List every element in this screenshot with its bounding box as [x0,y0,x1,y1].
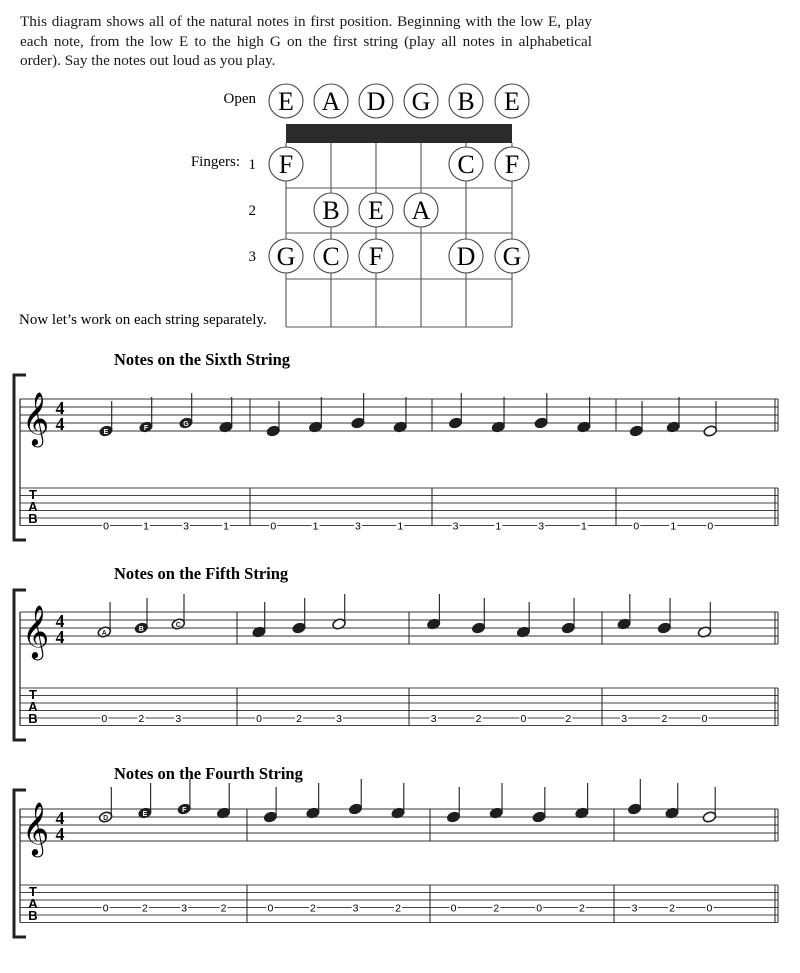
note-letter: D [366,87,386,116]
note-E-m4-3 [703,401,718,533]
tab-fret-number: 0 [103,520,109,533]
note-F-m2-4 [393,397,408,533]
note-letter: E [278,87,294,116]
notehead [446,811,461,824]
notehead [263,811,278,824]
tab-fret-number: 1 [670,520,677,533]
section-2 [14,564,778,740]
note-letter: A [411,196,431,225]
open-note-4 [359,84,393,118]
note-D-m3-3 [532,787,547,915]
tab-fret-number: 0 [102,902,109,915]
note-letter: D [456,242,476,271]
tab-clef-letter: B [28,908,38,923]
tab-fret-number: 0 [450,902,457,915]
note-letter: G [411,87,431,116]
notehead [627,803,642,816]
note-letter: E [504,87,520,116]
separate-strings-text: Now let’s work on each string separately. [19,312,267,328]
tab-fret-number: 0 [101,713,108,725]
tab-fret-number: 2 [493,902,500,915]
note-F-m2-2 [308,397,323,533]
fingers-label: Fingers: [190,154,240,170]
fretted-note-6-finger-3 [269,239,303,273]
note-F-m3-4 [577,397,592,533]
notehead-letter: A [101,630,107,637]
tab-fret-number: 0 [701,713,708,725]
notehead-letter: D [103,815,109,822]
note-B-m2-2 [292,598,307,725]
tab-fret-number: 0 [707,520,714,533]
note-E-m1-2 [138,783,153,915]
note-letter: A [321,87,341,116]
note-G-m2-3 [351,393,366,533]
tab-clef-letter: T [29,487,37,502]
tab-fret-number: 2 [661,713,668,725]
tab-fret-number: 2 [475,713,482,725]
tab-fret-number: 0 [633,520,640,533]
note-C-m3-1 [426,594,441,725]
note-E-m3-4 [575,783,590,915]
section-title: Notes on the Sixth String [114,350,291,369]
tab-fret-number: 3 [355,520,361,533]
tab-fret-number: 0 [520,713,527,725]
note-D-m2-1 [263,787,278,915]
tab-fret-number: 3 [631,902,638,915]
fretted-note-1-finger-3 [495,239,529,273]
note-F-m1-4 [219,397,234,533]
tab-fret-number: 3 [183,520,189,533]
note-letter: E [368,196,384,225]
note-F-m4-2 [666,397,681,533]
open-note-2 [449,84,483,118]
tab-fret-number: 2 [138,713,145,725]
tab-fret-number: 1 [223,520,229,533]
section-title: Notes on the Fifth String [114,564,289,583]
open-note-3 [404,84,438,118]
tab-fret-number: 2 [395,902,402,915]
note-E-m4-1 [629,401,644,533]
tab-fret-number: 0 [267,902,274,915]
tab-clef-letter: B [28,711,38,726]
tab-fret-number: 2 [141,902,148,915]
fretted-note-6-finger-1 [269,147,303,181]
open-note-5 [314,84,348,118]
note-F-m4-1 [627,779,642,915]
tab-clef-letter: T [29,884,37,899]
notehead [266,425,281,438]
notehead [448,417,463,430]
tab-clef-letter: A [28,896,38,911]
tab-clef-letter: A [28,499,38,514]
tab-fret-number: 3 [181,902,188,915]
notehead-letter: B [138,626,144,633]
note-letter: G [502,242,522,271]
fretted-note-4-finger-2 [359,193,393,227]
fretted-note-2-finger-3 [449,239,483,273]
tab-fret-number: 3 [352,902,359,915]
fretboard-diagram [191,84,529,327]
notehead [471,622,486,635]
treble-clef-icon: 𝄞 [22,606,50,657]
section-title: Notes on the Fourth String [114,764,303,783]
note-F-m2-3 [348,779,363,915]
tab-fret-number: 1 [580,520,587,533]
note-letter: G [276,242,296,271]
tab-clef-letter: A [28,699,38,714]
tab-fret-number: 0 [536,902,543,915]
note-E-m1-1 [99,401,114,533]
notehead [351,417,366,430]
finger-number: 2 [248,203,256,219]
tab-fret-number: 3 [621,713,628,725]
note-C-m2-3 [332,594,347,725]
note-C-m1-3 [171,594,186,725]
notehead [561,622,576,635]
notehead [532,811,547,824]
note-B-m3-2 [471,598,486,725]
note-G-m3-3 [534,393,549,533]
notehead-letter: E [142,811,148,818]
note-B-m1-2 [134,598,149,725]
section-1 [14,350,778,540]
note-G-m3-1 [448,393,463,533]
note-E-m1-4 [216,783,231,915]
note-G-m1-3 [179,393,194,533]
tab-fret-number: 3 [336,713,342,725]
notehead [657,622,672,635]
notehead-letter: E [103,429,109,436]
note-letter: C [322,242,340,271]
note-F-m3-2 [491,397,506,533]
notehead [629,425,644,438]
open-note-1 [495,84,529,118]
note-D-m3-1 [446,787,461,915]
note-B-m4-2 [657,598,672,725]
section-3 [14,764,778,937]
tab-fret-number: 3 [175,713,182,725]
notehead-letter: C [175,622,181,629]
time-signature-bottom: 4 [55,414,65,434]
time-signature-bottom: 4 [55,824,65,844]
note-letter: F [504,150,520,179]
notehead-letter: G [183,421,189,428]
tab-fret-number: 1 [495,520,502,533]
tab-fret-number: 3 [452,520,459,533]
note-E-m2-1 [266,401,281,533]
finger-number: 1 [248,157,256,173]
fretted-note-5-finger-2 [314,193,348,227]
note-letter: B [322,196,340,225]
finger-number: 3 [248,249,256,265]
tab-fret-number: 1 [312,520,319,533]
tab-fret-number: 2 [220,902,227,915]
tab-fret-number: 1 [143,520,149,533]
fretted-note-1-finger-1 [495,147,529,181]
notehead [348,803,363,816]
note-letter: B [457,87,475,116]
tab-clef-letter: B [28,511,38,526]
note-F-m1-2 [139,397,154,533]
note-E-m2-4 [391,783,406,915]
notehead [292,622,307,635]
time-signature-top: 4 [55,808,65,828]
tab-fret-number: 3 [430,713,437,725]
time-signature-top: 4 [55,398,65,418]
treble-clef-icon: 𝄞 [22,803,50,854]
treble-clef-icon: 𝄞 [22,393,50,444]
fretboard-nut [286,124,512,143]
tab-fret-number: 2 [310,902,316,915]
open-label: Open [223,91,256,107]
note-E-m2-2 [306,783,321,915]
note-F-m1-3 [177,779,192,915]
note-E-m3-2 [489,783,504,915]
note-B-m3-4 [561,598,576,725]
notehead [703,425,718,438]
tab-fret-number: 0 [706,902,713,915]
note-D-m4-3 [702,787,717,915]
notehead [702,811,717,824]
tab-fret-number: 2 [669,902,675,915]
fretted-note-4-finger-3 [359,239,393,273]
note-E-m4-2 [665,783,680,915]
tab-fret-number: 1 [397,520,404,533]
tab-fret-number: 2 [565,713,572,725]
tab-fret-number: 2 [578,902,585,915]
note-D-m1-1 [98,787,113,915]
note-letter: C [457,150,475,179]
tab-fret-number: 2 [296,713,302,725]
tab-fret-number: 0 [256,713,262,725]
notehead [534,417,549,430]
note-letter: F [368,242,384,271]
fretted-note-2-finger-1 [449,147,483,181]
open-note-6 [269,84,303,118]
time-signature-top: 4 [55,611,65,631]
note-C-m4-1 [617,594,632,725]
fretted-note-3-finger-2 [404,193,438,227]
intro-paragraph: This diagram shows all of the natural notes in first position. Beginning with the low E, play each note, from the low E to the high G on the first string (play all notes in alphabetical order). Say the notes out loud as you play. [20,13,592,69]
tab-fret-number: 3 [538,520,545,533]
fretted-note-5-finger-3 [314,239,348,273]
time-signature-bottom: 4 [55,627,65,647]
tab-fret-number: 0 [270,520,277,533]
notehead-letter: F [182,807,187,814]
notehead-letter: F [143,425,149,432]
note-letter: F [278,150,294,179]
tab-clef-letter: T [29,687,37,702]
